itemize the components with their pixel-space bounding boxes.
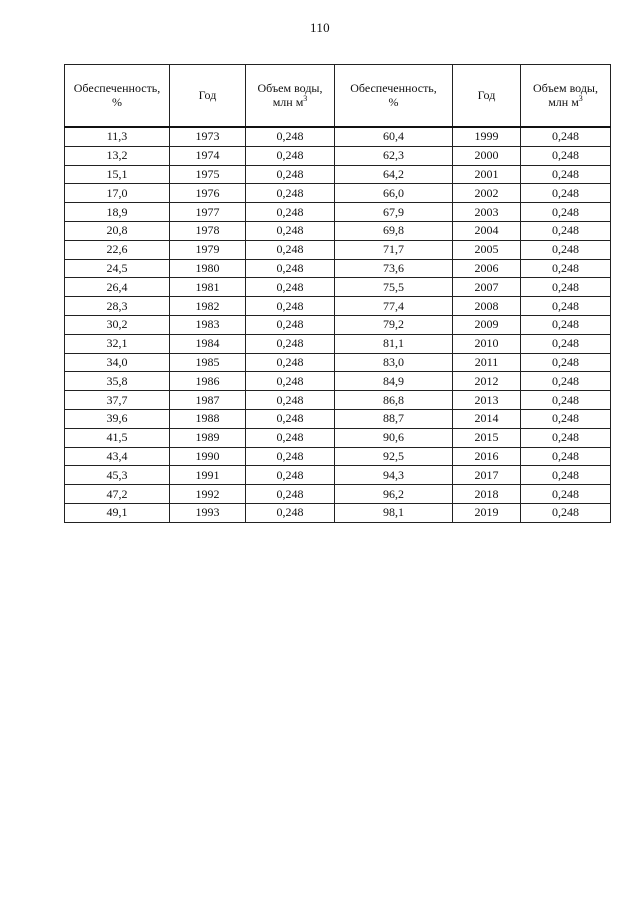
table-cell: 96,2 — [335, 485, 453, 504]
table-cell: 35,8 — [65, 372, 170, 391]
table-row — [65, 391, 611, 410]
header-cell — [335, 65, 453, 128]
table-cell: 1991 — [170, 466, 246, 485]
header-cell — [65, 65, 170, 128]
table-cell: 18,9 — [65, 203, 170, 222]
table-cell: 0,248 — [246, 334, 335, 353]
table-row — [65, 184, 611, 203]
table-row — [65, 203, 611, 222]
table-cell: 0,248 — [521, 146, 611, 165]
table-cell: 2016 — [453, 447, 521, 466]
table-cell: 0,248 — [246, 297, 335, 316]
header-label: Обеспеченность, — [350, 81, 437, 95]
table-cell: 11,3 — [65, 127, 170, 146]
table-cell: 2018 — [453, 485, 521, 504]
table-row — [65, 221, 611, 240]
header-unit-superscript: 3 — [303, 94, 308, 103]
table-cell: 0,248 — [246, 372, 335, 391]
table-row — [65, 409, 611, 428]
table-row — [65, 428, 611, 447]
table-cell: 86,8 — [335, 391, 453, 410]
table-cell: 0,248 — [521, 466, 611, 485]
table-cell: 2002 — [453, 184, 521, 203]
table-cell: 1975 — [170, 165, 246, 184]
table-cell: 2011 — [453, 353, 521, 372]
header-label: Объем воды, — [257, 81, 323, 95]
table-cell: 20,8 — [65, 221, 170, 240]
water-volume-table — [64, 64, 611, 523]
table-cell: 2001 — [453, 165, 521, 184]
table-cell: 17,0 — [65, 184, 170, 203]
table-cell: 2019 — [453, 503, 521, 522]
header-label: Год — [477, 88, 496, 102]
table-cell: 0,248 — [246, 353, 335, 372]
table-cell: 75,5 — [335, 278, 453, 297]
table-cell: 0,248 — [521, 184, 611, 203]
table-row — [65, 259, 611, 278]
header-unit: млн м — [548, 95, 579, 109]
table-cell: 13,2 — [65, 146, 170, 165]
header-cell — [170, 65, 246, 128]
table-row — [65, 447, 611, 466]
table-row — [65, 240, 611, 259]
table-cell: 0,248 — [246, 466, 335, 485]
table-cell: 83,0 — [335, 353, 453, 372]
table-cell: 1973 — [170, 127, 246, 146]
table-cell: 0,248 — [521, 334, 611, 353]
table-cell: 2015 — [453, 428, 521, 447]
table-cell: 0,248 — [521, 447, 611, 466]
table-cell: 1976 — [170, 184, 246, 203]
table-cell: 0,248 — [246, 240, 335, 259]
table-cell: 1977 — [170, 203, 246, 222]
table-cell: 22,6 — [65, 240, 170, 259]
table-cell: 0,248 — [246, 165, 335, 184]
table-cell: 1992 — [170, 485, 246, 504]
table-cell: 98,1 — [335, 503, 453, 522]
table-cell: 1987 — [170, 391, 246, 410]
table-row — [65, 503, 611, 522]
table-cell: 37,7 — [65, 391, 170, 410]
table-cell: 0,248 — [521, 165, 611, 184]
table-cell: 0,248 — [246, 259, 335, 278]
table-cell: 1979 — [170, 240, 246, 259]
table-cell: 69,8 — [335, 221, 453, 240]
table-row — [65, 297, 611, 316]
table-cell: 0,248 — [521, 391, 611, 410]
header-cell — [453, 65, 521, 128]
table-cell: 0,248 — [246, 503, 335, 522]
table-cell: 73,6 — [335, 259, 453, 278]
table-cell: 64,2 — [335, 165, 453, 184]
table-cell: 0,248 — [521, 278, 611, 297]
table-cell: 90,6 — [335, 428, 453, 447]
header-unit: % — [112, 95, 122, 109]
table-cell: 2009 — [453, 315, 521, 334]
header-unit-superscript: 3 — [578, 94, 583, 103]
table-cell: 39,6 — [65, 409, 170, 428]
table-cell: 88,7 — [335, 409, 453, 428]
table-cell: 2006 — [453, 259, 521, 278]
table-cell: 1986 — [170, 372, 246, 391]
table-cell: 1985 — [170, 353, 246, 372]
table-cell: 1989 — [170, 428, 246, 447]
table-cell: 2010 — [453, 334, 521, 353]
table-cell: 28,3 — [65, 297, 170, 316]
table-cell: 2013 — [453, 391, 521, 410]
table-row — [65, 315, 611, 334]
table-cell: 0,248 — [521, 353, 611, 372]
table-cell: 30,2 — [65, 315, 170, 334]
table-cell: 79,2 — [335, 315, 453, 334]
table-cell: 0,248 — [521, 240, 611, 259]
table-cell: 1981 — [170, 278, 246, 297]
table-row — [65, 372, 611, 391]
table-cell: 0,248 — [521, 203, 611, 222]
table-cell: 49,1 — [65, 503, 170, 522]
table-cell: 0,248 — [246, 127, 335, 146]
table-cell: 43,4 — [65, 447, 170, 466]
table-cell: 0,248 — [521, 315, 611, 334]
table-cell: 0,248 — [246, 391, 335, 410]
table-row — [65, 278, 611, 297]
table-cell: 2004 — [453, 221, 521, 240]
table-cell: 84,9 — [335, 372, 453, 391]
table-cell: 26,4 — [65, 278, 170, 297]
table-cell: 0,248 — [246, 221, 335, 240]
header-cell — [521, 65, 611, 128]
table-cell: 1974 — [170, 146, 246, 165]
table-row — [65, 146, 611, 165]
table-cell: 0,248 — [246, 315, 335, 334]
header-label: Обеспеченность, — [73, 81, 161, 95]
table-cell: 1984 — [170, 334, 246, 353]
table-cell: 1990 — [170, 447, 246, 466]
table-cell: 0,248 — [521, 221, 611, 240]
table-cell: 2017 — [453, 466, 521, 485]
table-cell: 0,248 — [246, 184, 335, 203]
table-cell: 0,248 — [521, 428, 611, 447]
table-cell: 0,248 — [246, 409, 335, 428]
header-label: Год — [198, 88, 217, 102]
table-cell: 2014 — [453, 409, 521, 428]
table-cell: 2012 — [453, 372, 521, 391]
table-header-row — [65, 65, 611, 128]
table-cell: 1993 — [170, 503, 246, 522]
table-cell: 2003 — [453, 203, 521, 222]
table-cell: 94,3 — [335, 466, 453, 485]
table-cell: 62,3 — [335, 146, 453, 165]
page-number: 110 — [310, 20, 330, 35]
table-cell: 0,248 — [246, 447, 335, 466]
table-cell: 2007 — [453, 278, 521, 297]
table-cell: 0,248 — [521, 127, 611, 146]
table-cell: 47,2 — [65, 485, 170, 504]
table-cell: 71,7 — [335, 240, 453, 259]
table-cell: 34,0 — [65, 353, 170, 372]
table-cell: 0,248 — [246, 278, 335, 297]
table-cell: 0,248 — [521, 485, 611, 504]
table-row — [65, 127, 611, 146]
table-cell: 24,5 — [65, 259, 170, 278]
table-cell: 77,4 — [335, 297, 453, 316]
table-row — [65, 165, 611, 184]
table-cell: 32,1 — [65, 334, 170, 353]
table-body — [65, 127, 611, 522]
table-cell: 66,0 — [335, 184, 453, 203]
table-cell: 0,248 — [246, 146, 335, 165]
table-cell: 0,248 — [521, 503, 611, 522]
header-cell — [246, 65, 335, 128]
table-cell: 0,248 — [246, 428, 335, 447]
table-cell: 92,5 — [335, 447, 453, 466]
table-cell: 15,1 — [65, 165, 170, 184]
table-row — [65, 466, 611, 485]
header-unit: млн м — [272, 95, 304, 109]
table-cell: 45,3 — [65, 466, 170, 485]
table-cell: 0,248 — [521, 409, 611, 428]
table-cell: 1983 — [170, 315, 246, 334]
table-cell: 67,9 — [335, 203, 453, 222]
table-cell: 2000 — [453, 146, 521, 165]
table-cell: 41,5 — [65, 428, 170, 447]
table-cell: 81,1 — [335, 334, 453, 353]
table-cell: 0,248 — [246, 203, 335, 222]
table-cell: 1980 — [170, 259, 246, 278]
table-cell: 2008 — [453, 297, 521, 316]
header-label: Объем воды, — [532, 81, 598, 95]
table-row — [65, 353, 611, 372]
table-cell: 0,248 — [521, 372, 611, 391]
table-cell: 1999 — [453, 127, 521, 146]
table-cell: 1978 — [170, 221, 246, 240]
table-cell: 60,4 — [335, 127, 453, 146]
table-cell: 0,248 — [521, 259, 611, 278]
header-unit: % — [388, 95, 399, 109]
table-cell: 1982 — [170, 297, 246, 316]
table-cell: 1988 — [170, 409, 246, 428]
table-cell: 0,248 — [246, 485, 335, 504]
table-row — [65, 485, 611, 504]
table-row — [65, 334, 611, 353]
table-cell: 2005 — [453, 240, 521, 259]
table-cell: 0,248 — [521, 297, 611, 316]
